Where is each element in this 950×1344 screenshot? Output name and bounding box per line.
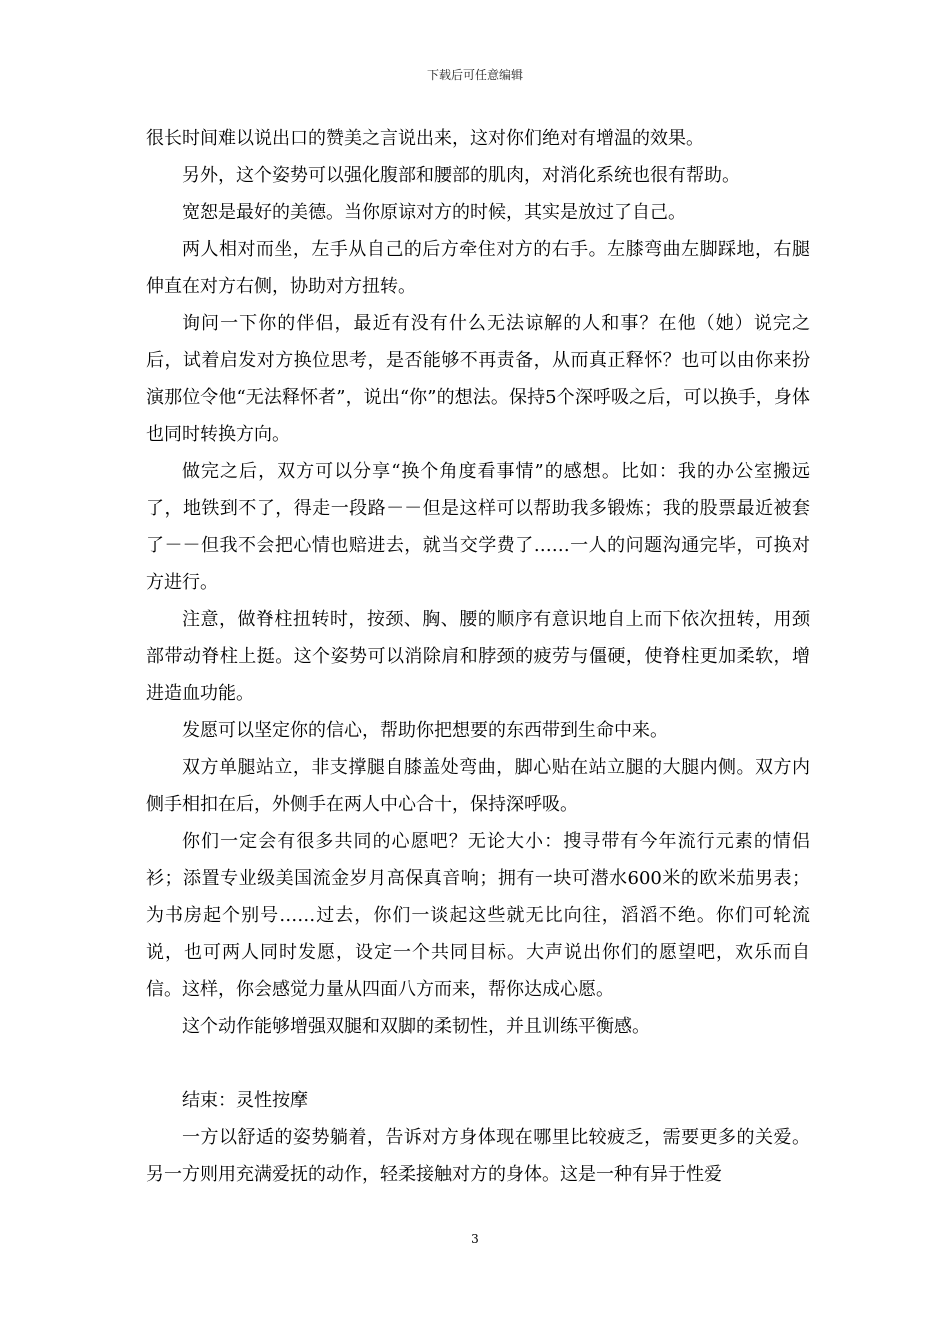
paragraph: 另外，这个姿势可以强化腹部和腰部的肌肉，对消化系统也很有帮助。 — [182, 165, 740, 186]
document-body — [146, 120, 810, 1193]
paragraph: 很长时间难以说出口的赞美之言说出来，这对你们绝对有增温的效果。 — [146, 128, 704, 149]
paragraph: 双方单腿站立，非支撑腿自膝盖处弯曲，脚心贴在站立腿的大腿内侧。双方内侧手相扣在后，外侧手在两人中心合十，保持深呼吸。 — [146, 757, 810, 815]
paragraph: 询问一下你的伴侣，最近有没有什么无法谅解的人和事？在他（她）说完之后，试着启发对方换位思考，是否能够不再责备，从而真正释怀？也可以由你来扮演那位令他“无法释怀者”，说出“你”的想法。保持5个深呼吸之后，可以换手，身体也同时转换方向。 — [146, 313, 810, 445]
paragraph: 这个动作能够增强双腿和双脚的柔韧性，并且训练平衡感。 — [182, 1016, 650, 1037]
blank-line — [146, 1045, 810, 1082]
page-header: 下载后可任意编辑 — [426, 68, 523, 82]
page-number: 3 — [471, 1232, 479, 1246]
paragraph: 宽恕是最好的美德。当你原谅对方的时候，其实是放过了自己。 — [182, 202, 686, 223]
paragraph: 注意，做脊柱扭转时，按颈、胸、腰的顺序有意识地自上而下依次扭转，用颈部带动脊柱上挺。这个姿势可以消除肩和脖颈的疲劳与僵硬，使脊柱更加柔软，增进造血功能。 — [146, 609, 810, 704]
paragraph: 做完之后，双方可以分享“换个角度看事情”的感想。比如：我的办公室搬远了，地铁到不了，得走一段路－－但是这样可以帮助我多锻炼；我的股票最近被套了－－但我不会把心情也赔进去，就当交学费了……一人的问题沟通完毕，可换对方进行。 — [146, 461, 810, 593]
paragraph: 两人相对而坐，左手从自己的后方牵住对方的右手。左膝弯曲左脚踩地，右腿伸直在对方右侧，协助对方扭转。 — [146, 239, 810, 297]
paragraph: 一方以舒适的姿势躺着，告诉对方身体现在哪里比较疲乏，需要更多的关爱。另一方则用充满爱抚的动作，轻柔接触对方的身体。这是一种有异于性爱 — [146, 1127, 810, 1185]
paragraph: 发愿可以坚定你的信心，帮助你把想要的东西带到生命中来。 — [182, 720, 668, 741]
section-heading: 结束：灵性按摩 — [182, 1090, 308, 1111]
paragraph: 你们一定会有很多共同的心愿吧？无论大小：搜寻带有今年流行元素的情侣衫；添置专业级美国流金岁月高保真音响；拥有一块可潜水600米的欧米茄男表；为书房起个别号……过去，你们一谈起这些就无比向往，滔滔不绝。你们可轮流说，也可两人同时发愿，设定一个共同目标。大声说出你们的愿望吧，欢乐而自信。这样，你会感觉力量从四面八方而来，帮你达成心愿。 — [146, 831, 810, 1000]
